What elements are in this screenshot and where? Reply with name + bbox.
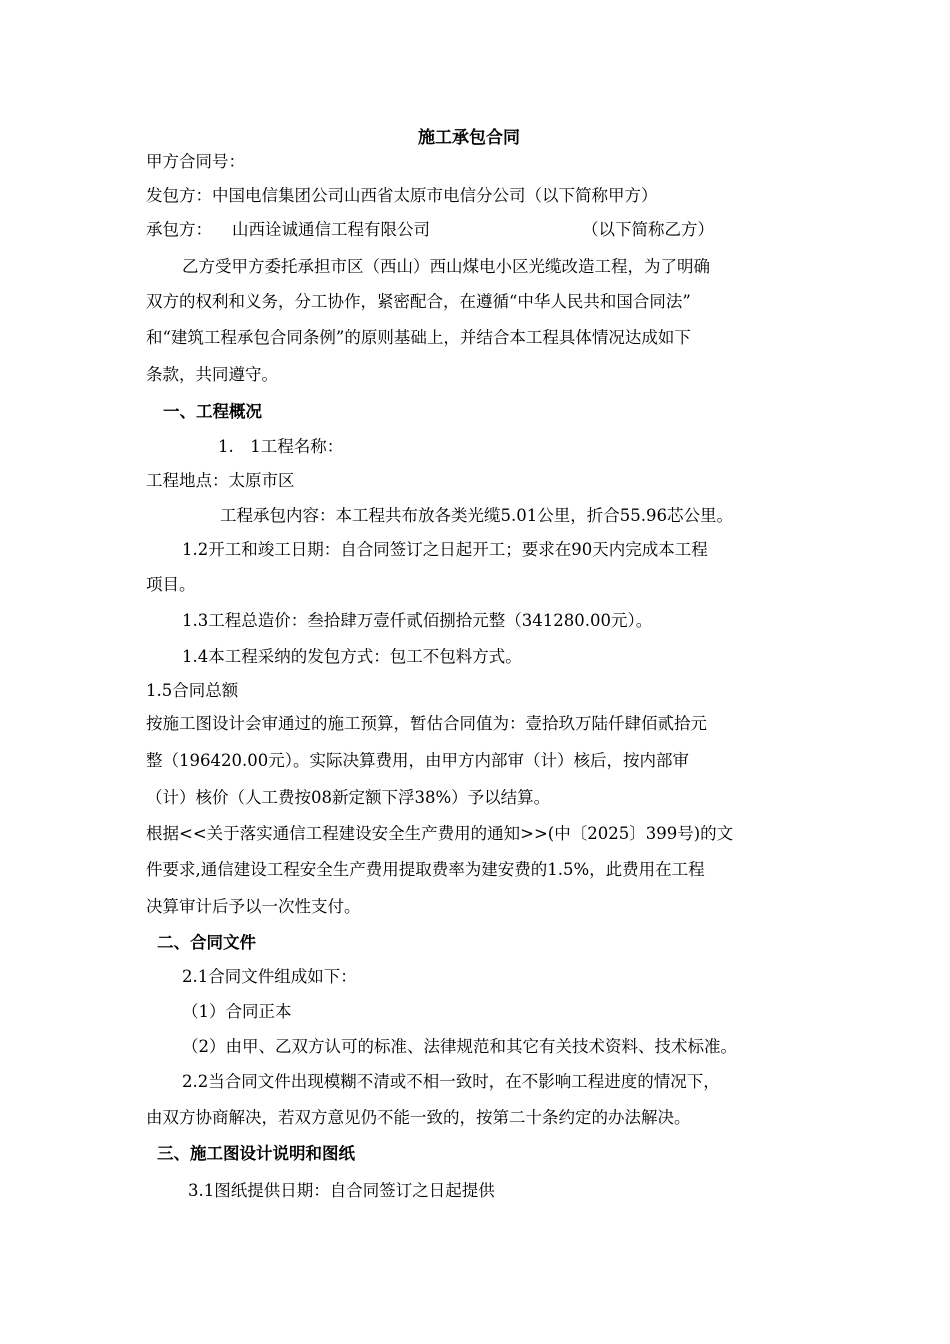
item-3-1: 3.1图纸提供日期：自合同签订之日起提供 [188, 1181, 495, 1200]
project-content: 工程承包内容：本工程共布放各类光缆5.01公里，折合55.96芯公里。 [220, 506, 733, 525]
contract-doc-1: （1）合同正本 [182, 1002, 292, 1021]
contract-amount-line-2: 整（196420.00元）。实际决算费用，由甲方内部审（计）核后，按内部审 [146, 751, 689, 770]
item-1-2-line-1: 1.2开工和竣工日期：自合同签订之日起开工；要求在90天内完成本工程 [182, 540, 708, 559]
intro-line-1: 乙方受甲方委托承担市区（西山）西山煤电小区光缆改造工程，为了明确 [182, 257, 710, 276]
safety-fee-line-1: 根据<<关于落实通信工程建设安全生产费用的通知>>(中〔2025〕399号)的文 [146, 824, 734, 843]
contract-amount-line-1: 按施工图设计会审通过的施工预算，暂估合同值为：壹拾玖万陆仟肆佰贰拾元 [146, 714, 707, 733]
item-1-2-line-2: 项目。 [146, 575, 196, 594]
party-a-line: 发包方：中国电信集团公司山西省太原市电信分公司（以下简称甲方） [146, 186, 658, 205]
contract-number-label: 甲方合同号： [146, 152, 245, 171]
item-1-3: 1.3工程总造价：叁拾肆万壹仟贰佰捌拾元整（341280.00元）。 [182, 611, 653, 630]
section-1-heading: 一、工程概况 [163, 402, 262, 421]
safety-fee-line-2: 件要求,通信建设工程安全生产费用提取费率为建安费的1.5%，此费用在工程 [146, 860, 705, 879]
item-1-5: 1.5合同总额 [146, 681, 239, 700]
intro-line-3: 和“建筑工程承包合同条例”的原则基础上，并结合本工程具体情况达成如下 [146, 328, 691, 347]
party-b-name: 山西诠诚通信工程有限公司 [232, 220, 430, 239]
section-3-heading: 三、施工图设计说明和图纸 [157, 1144, 355, 1163]
contract-amount-line-3: （计）核价（人工费按08新定额下浮38%）予以结算。 [146, 788, 551, 807]
safety-fee-line-3: 决算审计后予以一次性支付。 [146, 897, 361, 916]
project-location: 工程地点：太原市区 [146, 471, 295, 490]
item-2-2-line-1: 2.2当合同文件出现模糊不清或不相一致时，在不影响工程进度的情况下， [182, 1072, 720, 1091]
intro-line-4: 条款，共同遵守。 [146, 365, 278, 384]
section-2-heading: 二、合同文件 [157, 933, 256, 952]
item-2-1: 2.1合同文件组成如下： [182, 967, 357, 986]
party-b-note: （以下简称乙方） [582, 220, 714, 239]
item-1-4: 1.4本工程采纳的发包方式：包工不包料方式。 [182, 647, 522, 666]
document-title: 施工承包合同 [418, 128, 520, 148]
contract-doc-2: （2）由甲、乙双方认可的标准、法律规范和其它有关技术资料、技术标准。 [182, 1037, 737, 1056]
item-2-2-line-2: 由双方协商解决，若双方意见仍不能一致的，按第二十条约定的办法解决。 [146, 1108, 691, 1127]
intro-line-2: 双方的权利和义务，分工协作，紧密配合，在遵循“中华人民共和国合同法” [146, 292, 691, 311]
party-b-label: 承包方： [146, 220, 212, 239]
item-1-1: 1. 1工程名称： [218, 437, 344, 456]
